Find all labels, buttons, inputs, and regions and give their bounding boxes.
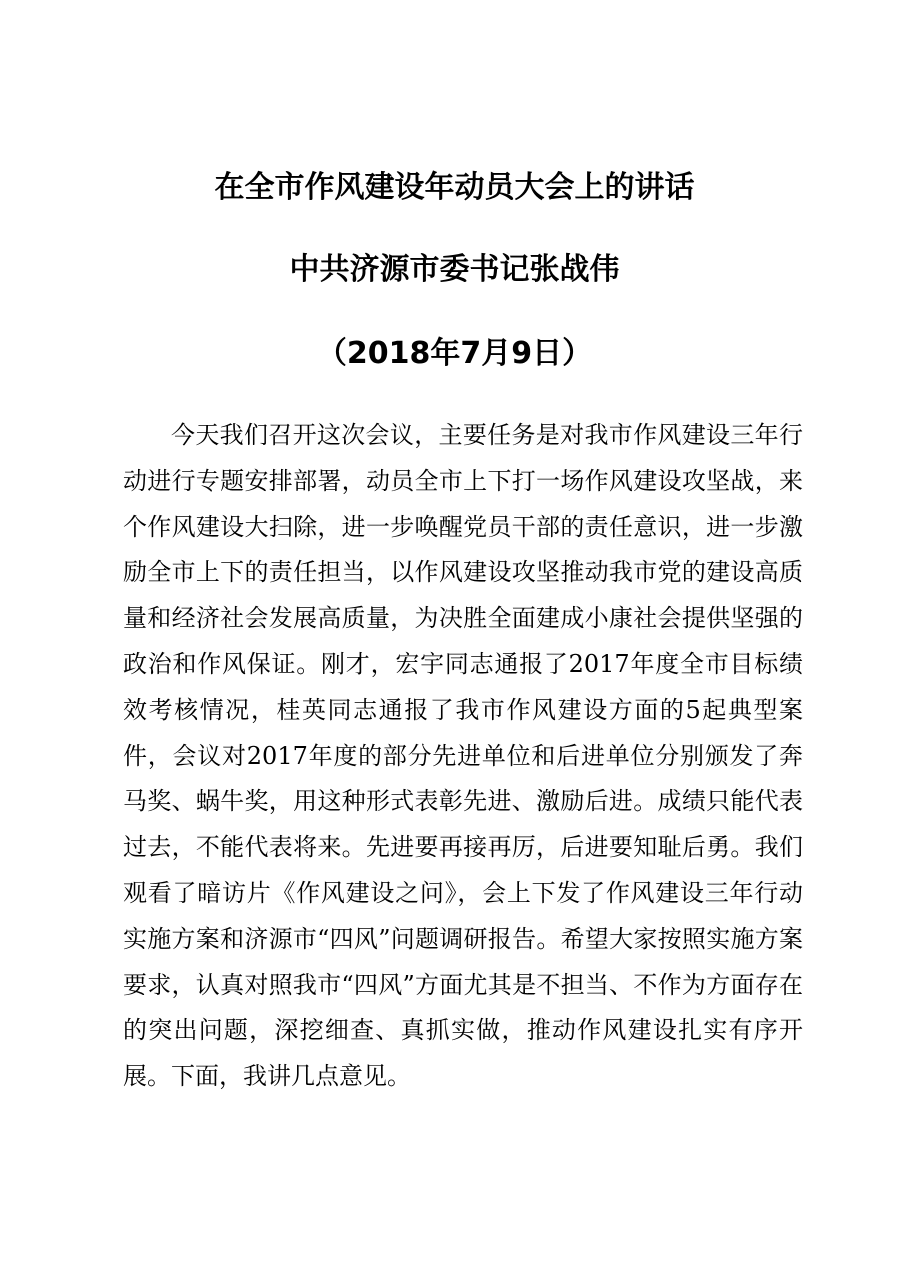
speech-date: （2018年7月9日）: [316, 336, 593, 371]
speaker-line: 中共济源市委书记张战伟: [289, 252, 620, 287]
body-paragraph: 今天我们召开这次会议，主要任务是对我市作风建设三年行动进行专题安排部署，动员全市上下打一场作风建设攻坚战，来个作风建设大扫除，进一步唤醒党员干部的责任意识，进一步激励全市上下的责任担当，以作风建设攻坚推动我市党的建设高质量和经济社会发展高质量，为决胜全面建成小康社会提供坚强的政治和作风保证。刚才，宏宇同志通报了2017年度全市目标绩效考核情况，桂英同志通报了我市作风建设方面的5起典型案件，会议对2017年度的部分先进单位和后进单位分别颁发了奔马奖、蜗牛奖，用这种形式表彰先进、激励后进。成绩只能代表过去，不能代表将来。先进要再接再厉，后进要知耻后勇。我们观看了暗访片《作风建设之问》，会上下发了作风建设三年行动实施方案和济源市“四风”问题调研报告。希望大家按照实施方案要求，认真对照我市“四风”方面尤其是不担当、不作为方面存在的突出问题，深挖细查、真抓实做，推动作风建设扎实有序开展。下面，我讲几点意见。: [123, 421, 803, 1091]
speech-title: 在全市作风建设年动员大会上的讲话: [214, 170, 695, 205]
